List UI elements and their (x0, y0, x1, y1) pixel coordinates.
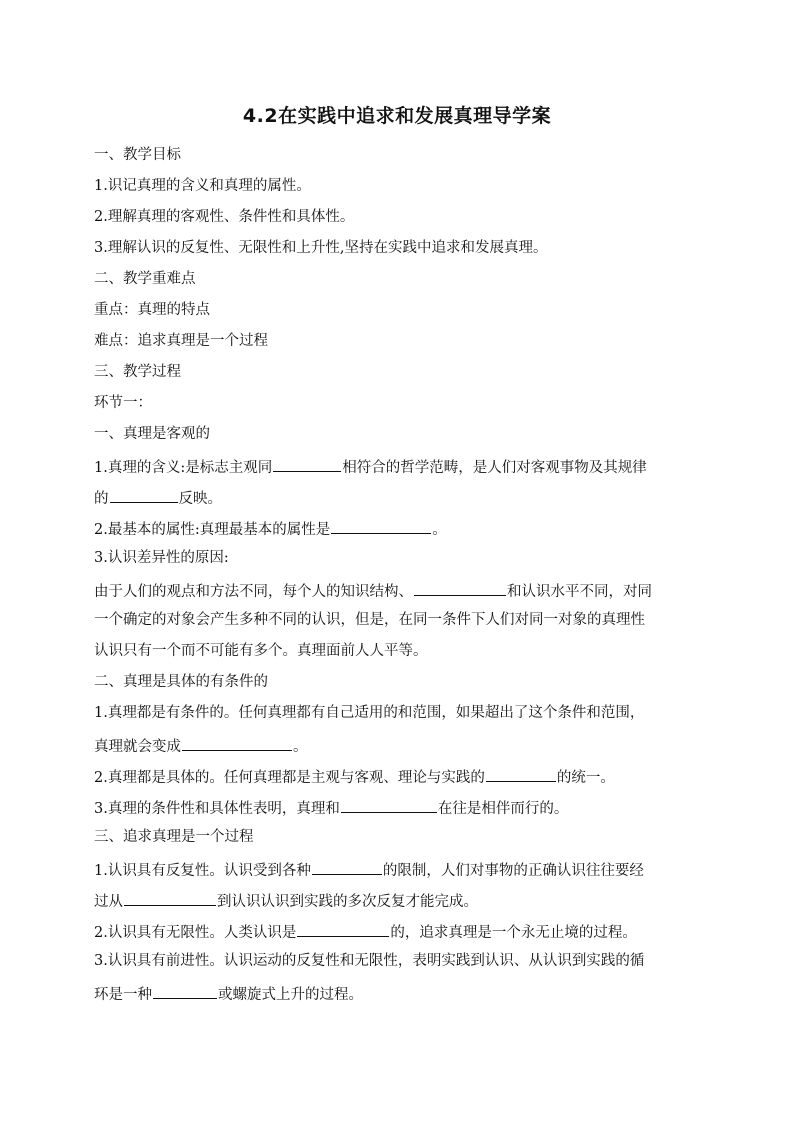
fill-blank[interactable] (153, 982, 217, 999)
text-line: 1.真理的含义:是标志主观同 相符合的哲学范畴，是人们对客观事物及其规律 (94, 455, 647, 478)
text-line: 2.最基本的属性:真理最基本的属性是 。 (94, 517, 447, 540)
objective-2: 2.理解真理的客观性、条件性和具体性。 (94, 209, 355, 225)
fill-blank[interactable] (273, 455, 341, 472)
difficult-point: 难点：追求真理是一个过程 (94, 333, 268, 349)
fill-blank[interactable] (182, 734, 292, 751)
text-line: 3.认识差异性的原因: (94, 550, 229, 566)
text-line: 2.真理都是具体的。任何真理都是主观与客观、理论与实践的 的统一。 (94, 765, 615, 788)
section-heading: 二、教学重难点 (94, 271, 196, 287)
text-line: 2.认识具有无限性。人类认识是 的，追求真理是一个永无止境的过程。 (94, 920, 637, 943)
fill-blank[interactable] (124, 889, 216, 906)
objective-3: 3.理解认识的反复性、无限性和上升性,坚持在实践中追求和发展真理。 (94, 240, 548, 256)
text-line: 1.真理都是有条件的。任何真理都有自己适用的和范围，如果超出了这个条件和范围， (94, 705, 645, 721)
key-point: 重点：真理的特点 (94, 302, 210, 318)
page-title: 4.2在实践中追求和发展真理导学案 (242, 105, 552, 127)
stage-label: 环节一： (94, 395, 152, 411)
subsection-heading: 三、追求真理是一个过程 (94, 829, 254, 845)
text-line: 环是一种 或螺旋式上升的过程。 (94, 982, 363, 1005)
text-line: 3.真理的条件性和具体性表明，真理和 在往是相伴而行的。 (94, 796, 568, 819)
text-line: 过从 到认识认识到实践的多次反复才能完成。 (94, 889, 478, 912)
fill-blank[interactable] (341, 796, 437, 813)
section-heading: 三、教学过程 (94, 364, 181, 380)
objective-1: 1.识记真理的含义和真理的属性。 (94, 178, 311, 194)
subsection-heading: 二、真理是具体的有条件的 (94, 674, 268, 690)
fill-blank[interactable] (297, 920, 389, 937)
fill-blank[interactable] (414, 579, 506, 596)
text-line: 1.认识具有反复性。认识受到各种 的限制，人们对事物的正确认识往往要经 (94, 858, 644, 881)
text-line: 由于人们的观点和方法不同，每个人的知识结构、 和认识水平不同，对同 (94, 579, 652, 602)
text-line: 3.认识具有前进性。认识运动的反复性和无限性，表明实践到认识、从认识到实践的循 (94, 953, 645, 969)
subsection-heading: 一、真理是客观的 (94, 426, 210, 442)
fill-blank[interactable] (331, 517, 431, 534)
text-line: 的 反映。 (94, 486, 222, 509)
text-line: 一个确定的对象会产生多种不同的认识，但是，在同一条件下人们对同一对象的真理性 (94, 612, 645, 628)
text-line: 认识只有一个而不可能有多个。真理面前人人平等。 (94, 643, 428, 659)
section-heading: 一、教学目标 (94, 147, 181, 163)
fill-blank[interactable] (486, 765, 556, 782)
text-line: 真理就会变成 。 (94, 734, 308, 757)
fill-blank[interactable] (110, 486, 178, 503)
fill-blank[interactable] (312, 858, 382, 875)
